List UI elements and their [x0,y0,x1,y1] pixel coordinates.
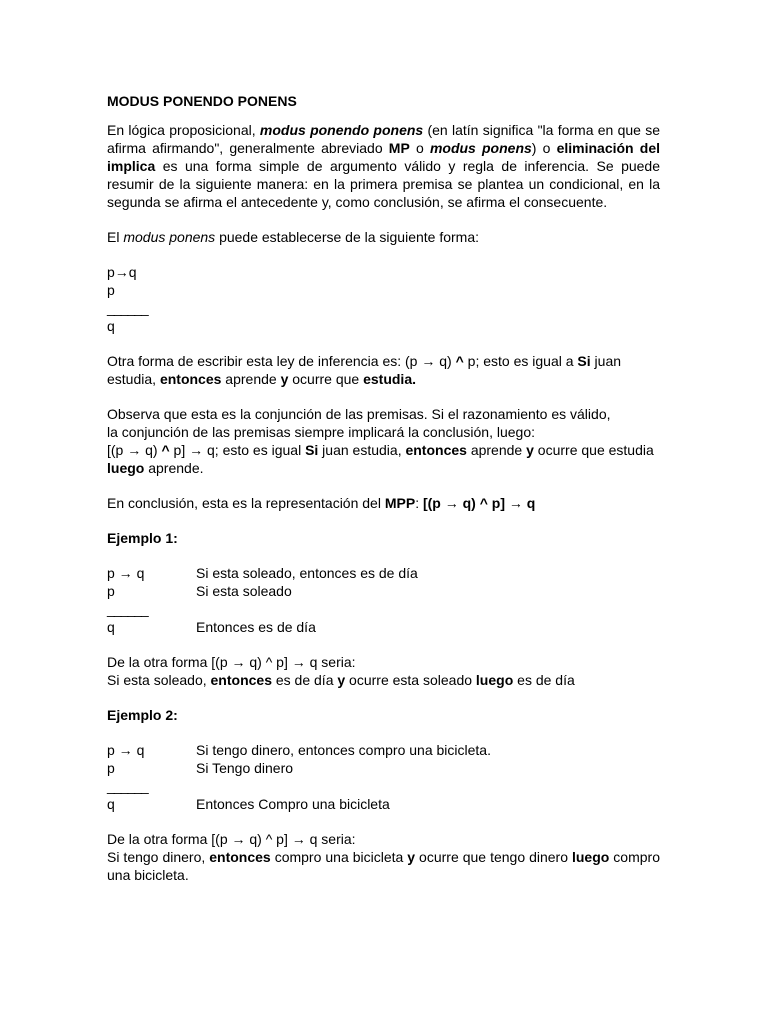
bold-text: luego [475,672,514,688]
bold-text: entonces [159,371,222,387]
text: En lógica proposicional, [107,122,260,138]
text: aprende. [144,460,204,476]
observa-paragraph [107,405,660,477]
example-formula: p [107,760,115,776]
term-modus-ponens: modus ponens [123,229,216,245]
ejemplo-2-otra-forma [107,830,660,884]
text: es una forma simple de argumento válido y regla de inferencia. Se puede resumir de la siguiente manera: en la primera premisa se plantea un condicional, en la segunda se afirma el antecedente y, como conclusión, se afirma el consecuente. [107,158,660,210]
text: ocurre que estudia [533,442,654,458]
bold-text: Si [577,353,591,369]
example-text: Si tengo dinero, entonces compro una bicicleta. [196,742,491,758]
example-text: Si esta soleado [196,583,292,599]
text: ocurre que tengo dinero [415,849,572,865]
example-formula: q [107,619,115,635]
document-content [107,92,660,884]
text: compro una bicicleta [270,849,408,865]
formula-block [107,263,660,335]
text: compro una bicicleta. [107,849,660,883]
form-intro-paragraph [107,228,660,246]
bold-text: entonces [209,849,271,865]
text: aprende [221,371,281,387]
formula-separator: ______ [107,300,148,316]
example-row [107,618,660,636]
example-formula: p [107,583,115,599]
example-text: Si esta soleado, entonces es de día [196,565,418,581]
formula-premise-1: p→q [107,264,137,280]
text: [(p → q) [107,442,162,458]
bold-text: y [407,849,416,865]
text-line: De la otra forma [(p → q) ^ p] → q seria: [107,654,356,670]
example-row [107,777,660,795]
example-text: Si Tengo dinero [196,760,294,776]
bold-text: q [526,495,536,511]
text: El [107,229,124,245]
text: : [415,495,423,511]
text: Otra forma de escribir esta ley de inferencia es: (p → q) [107,353,456,369]
example-row [107,759,660,777]
text-line: Observa que esta es la conjunción de las premisas. Si el razonamiento es válido, [107,406,611,422]
text: juan estudia, [107,353,622,387]
bold-text: y [526,442,534,458]
ejemplo-1-table [107,564,660,636]
example-text: Entonces Compro una bicicleta [196,796,390,812]
text-line [107,671,660,689]
text: ) o [531,140,557,156]
text: aprende [466,442,527,458]
text: p] → q; esto es igual [169,442,306,458]
bold-text: [(p → q) ^ p] [422,495,506,511]
text: es de día [513,672,575,688]
bold-text: y [337,672,346,688]
text: → [505,495,527,511]
intro-paragraph [107,121,660,211]
example-row [107,600,660,618]
text: o [409,140,430,156]
text-line [107,848,660,884]
text: ocurre esta soleado [345,672,476,688]
example-row [107,564,660,582]
conclusion-paragraph [107,494,660,512]
formula-conclusion: q [107,318,115,334]
page-title: MODUS PONENDO PONENS [107,93,297,109]
ejemplo-1-heading: Ejemplo 1: [107,530,178,546]
formula-premise-2: p [107,282,115,298]
text: En conclusión, esta es la representación del [107,495,385,511]
bold-text: ^ [455,353,464,369]
bold-text: entonces [210,672,272,688]
text: ocurre que [288,371,364,387]
text: p; esto es igual a [463,353,578,369]
bold-text: Si [305,442,319,458]
bold-text: luego [107,460,145,476]
example-row [107,795,660,813]
example-row [107,741,660,759]
text: puede establecerse de la siguiente forma: [215,229,480,245]
text: juan estudia, [318,442,406,458]
bold-text: y [280,371,289,387]
bold-text: MPP [384,495,416,511]
example-row [107,582,660,600]
example-separator: ______ [107,601,148,617]
bold-text: estudia. [363,371,416,387]
bold-text: entonces [405,442,467,458]
term-modus-ponens: modus ponens [429,140,532,156]
bold-text: luego [571,849,610,865]
text-line: De la otra forma [(p → q) ^ p] → q seria: [107,831,356,847]
term-modus-ponendo-ponens: modus ponendo ponens [259,122,424,138]
bold-text: ^ [161,442,170,458]
text-line [107,441,660,477]
example-text: Entonces es de día [196,619,316,635]
example-separator: ______ [107,778,148,794]
term-eliminacion: eliminación del implica [107,140,660,174]
ejemplo-1-otra-forma [107,653,660,689]
example-formula: p → q [107,742,145,758]
example-formula: p → q [107,565,145,581]
text-line: la conjunción de las premisas siempre implicará la conclusión, luego: [107,424,535,440]
text: Si esta soleado, [107,672,211,688]
ejemplo-2-table [107,741,660,813]
text: (en latín significa "la forma en que se afirma afirmando", generalmente abreviado [107,122,661,156]
example-formula: q [107,796,115,812]
otra-forma-paragraph [107,352,660,388]
text: es de día [271,672,338,688]
term-mp: MP [388,140,410,156]
ejemplo-2-heading: Ejemplo 2: [107,707,178,723]
text: Si tengo dinero, [107,849,210,865]
